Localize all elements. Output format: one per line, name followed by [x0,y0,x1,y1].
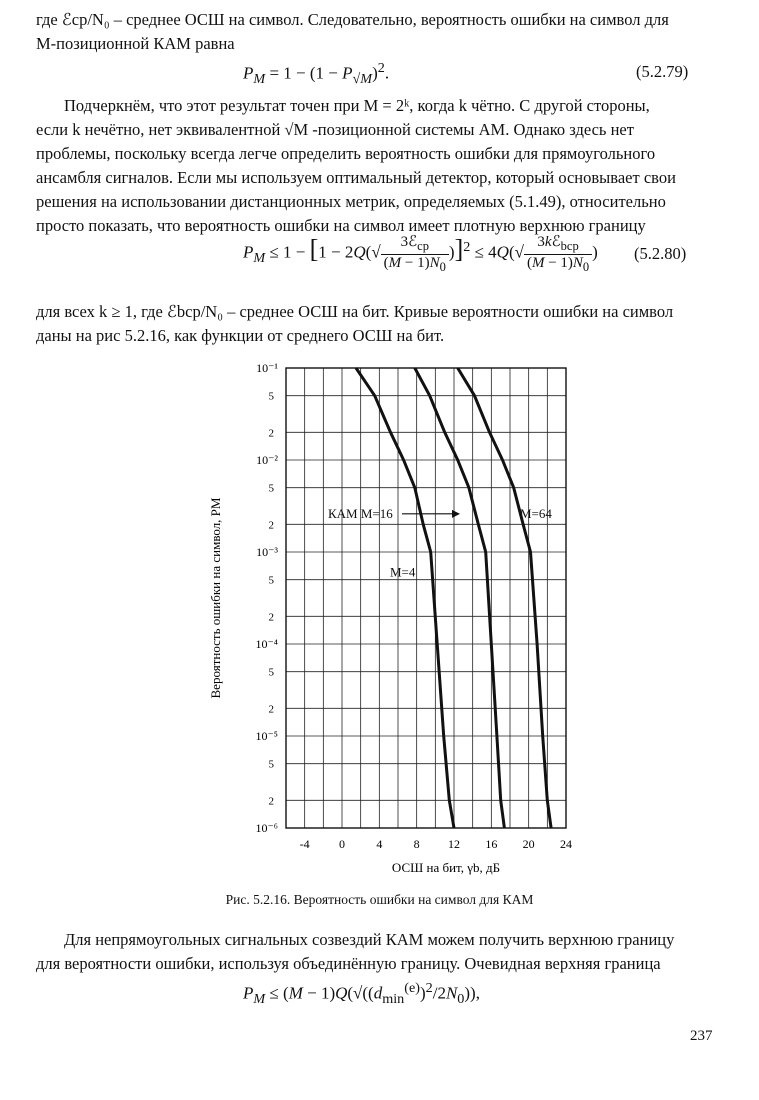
y-tick-label: 10⁻⁵ [255,729,278,743]
y-tick-label: 10⁻⁶ [255,821,278,835]
text-line: ансамбля сигналов. Если мы используем оптимальный детектор, который основывает свои [36,168,676,187]
text-line: для всех k ≥ 1, где ℰbср/N₀ – среднее ОСШ на бит. Кривые вероятности ошибки на символ [36,302,674,321]
text-line: M-позиционной КАМ равна [36,34,235,53]
x-tick-label: 16 [485,837,498,851]
x-tick-label: 24 [560,837,572,851]
x-axis-label: ОСШ на бит, γb, дБ [391,860,501,875]
y-tick-label: 10⁻⁴ [255,637,278,651]
y-tick-label: 5 [268,666,274,679]
equation-number: (5.2.80) [634,244,687,263]
x-tick-label: 12 [448,837,460,851]
y-tick-label: 2 [268,519,274,532]
y-tick-label: 10⁻² [256,453,278,467]
annotation-m4: M=4 [390,564,416,580]
grid-layer [286,368,566,828]
text-line: просто показать, что вероятность ошибки на символ имеет плотную верхнюю границу [36,216,646,235]
text-line: если k нечётно, нет эквивалентной √M -позиционной системы АМ. Однако здесь нет [36,120,634,139]
plot-frame [286,368,566,828]
text-line: Для непрямоугольных сигнальных созвездий КАМ можем получить верхнюю границу [64,930,675,949]
curve-layer [356,368,551,828]
text-line: где ℰср/N₀ – среднее ОСШ на символ. Следовательно, вероятность ошибки на символ для [36,10,669,29]
y-tick-label: 2 [268,611,274,624]
paragraph-bound [36,94,724,238]
y-tick-label: 2 [268,427,274,440]
curve-m-4 [356,368,454,828]
curve-m-64 [458,368,551,828]
y-tick-label: 10⁻³ [256,545,278,559]
axes-layer [286,368,566,828]
label-layer [208,361,572,875]
figure-caption: Рис. 5.2.16. Вероятность ошибки на символ для КАМ [225,892,534,907]
annotation-kam-m16: КАМ M=16 [328,505,393,521]
x-tick-label: 20 [522,837,535,851]
x-tick-label: 4 [376,837,383,851]
y-tick-label: 5 [268,482,274,495]
paragraph-intro [36,8,724,56]
text-line: даны на рис 5.2.16, как функции от среднего ОСШ на бит. [36,326,445,345]
text-line: проблемы, поскольку всегда легче определить вероятность ошибки для прямоугольного [36,144,656,163]
y-tick-label: 5 [268,390,274,403]
equation-5-2-79: $P_M = 1 - (1 - P_{√M})^2$. [243,60,390,88]
page-number: 237 [690,1028,713,1044]
text-line: решения на использовании дистанционных метрик, определяемых (5.1.49), относительно [36,192,666,211]
equation-union-bound: $P_M \le (M - 1)Q(√((d_{min}^{(e)})^2/2N_0))$, [243,980,480,1008]
annotation-m64: M=64 [520,505,552,521]
y-tick-label: 2 [268,703,274,716]
equation-number: (5.2.79) [636,62,689,81]
paragraph-nonrect [36,928,724,976]
x-tick-label: 0 [339,837,345,851]
y-tick-label: 2 [268,795,274,808]
y-tick-label: 5 [268,758,274,771]
y-axis-label: Вероятность ошибки на символ, PM [208,497,223,699]
x-tick-label: 8 [413,837,420,851]
x-tick-label: -4 [299,837,310,851]
y-tick-label: 5 [268,574,274,587]
annotation-arrow-head [452,510,460,518]
text-line: для вероятности ошибки, используя объединённую границу. Очевидная верхняя граница [36,954,661,973]
y-tick-label: 10⁻¹ [256,361,278,375]
equation-5-2-80: $P_M \le 1 - [1 - 2Q(√$ $\frac{3ℰ_{ср}}{(M - 1)N_0}$ )]$^2$ ≤ 4Q(√ $\frac{3kℰ_{bср}}{(M - 1)N_0}$ ) [243,234,598,274]
text-line: Подчеркнём, что этот результат точен при M = 2ᵏ, когда k чётно. С другой стороны, [64,96,650,115]
paragraph-figure-ref [36,300,724,348]
error-probability-chart [0,348,759,888]
